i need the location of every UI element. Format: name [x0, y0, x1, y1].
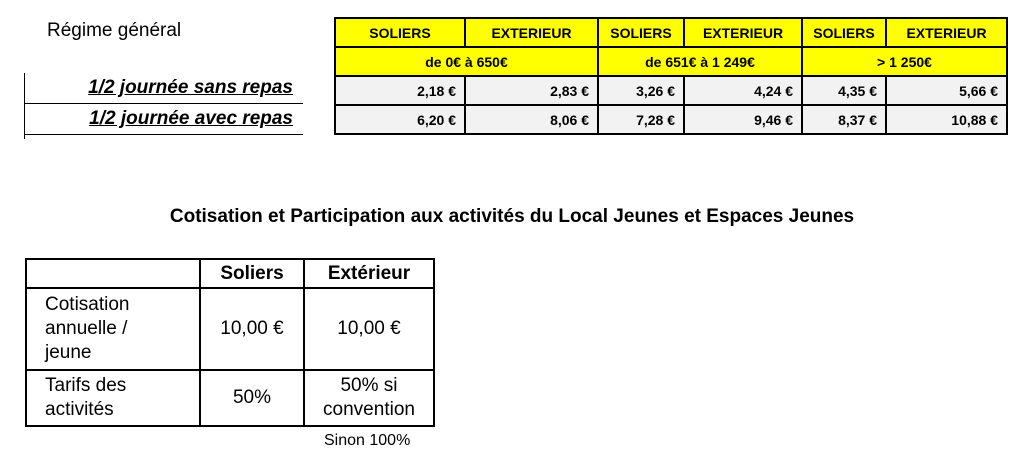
table-cell: 8,37 €	[802, 105, 886, 134]
header-soliers-2: SOLIERS	[598, 18, 684, 47]
row-label-tarifs	[26, 370, 200, 426]
text-line: annuelle /	[45, 318, 128, 339]
row-labels-border	[24, 73, 25, 139]
table-cell: 4,35 €	[802, 76, 886, 105]
table-cell: 7,28 €	[598, 105, 684, 134]
table-cell: 4,24 €	[684, 76, 802, 105]
table-cell: 8,06 €	[465, 105, 598, 134]
header-exterieur: Extérieur	[304, 259, 434, 288]
bracket-1: de 0€ à 650€	[335, 47, 598, 76]
tarif-table	[334, 17, 1008, 135]
table-cell: 5,66 €	[886, 76, 1007, 105]
cotisation-header-row	[26, 259, 434, 288]
header-soliers-1: SOLIERS	[335, 18, 465, 47]
text-line: jeune	[45, 342, 92, 363]
section-title: Cotisation et Participation aux activités du Local Jeunes et Espaces Jeunes	[169, 206, 855, 227]
table-cell: 3,26 €	[598, 76, 684, 105]
table-cell: 6,20 €	[335, 105, 465, 134]
text-line: activités	[45, 399, 114, 420]
tarifs-soliers: 50%	[200, 370, 304, 426]
row-label-avec-repas: 1/2 journée avec repas	[24, 104, 303, 135]
header-exterieur-3: EXTERIEUR	[886, 18, 1007, 47]
tarifs-exterieur	[304, 370, 434, 426]
header-empty	[26, 259, 200, 288]
header-exterieur-2: EXTERIEUR	[684, 18, 802, 47]
row-label-cotisation	[26, 288, 200, 370]
tarifs-row	[26, 370, 434, 426]
row-label-sans-repas: 1/2 journée sans repas	[24, 73, 303, 104]
row-labels	[24, 73, 303, 135]
header-exterieur-1: EXTERIEUR	[465, 18, 598, 47]
cotisation-table	[25, 258, 435, 427]
bracket-2: de 651€ à 1 249€	[598, 47, 802, 76]
tarif-row-avec-repas	[335, 105, 1007, 134]
header-soliers: Soliers	[200, 259, 304, 288]
text-line: Cotisation	[45, 294, 130, 315]
text-line: Tarifs des	[45, 375, 127, 396]
tarif-bracket-row	[335, 47, 1007, 76]
footnote: Sinon 100%	[324, 432, 411, 449]
tarif-row-sans-repas	[335, 76, 1007, 105]
cotisation-soliers: 10,00 €	[200, 288, 304, 370]
bracket-3: > 1 250€	[802, 47, 1007, 76]
tarif-header-row	[335, 18, 1007, 47]
table-cell: 2,83 €	[465, 76, 598, 105]
text-line: convention	[323, 399, 415, 420]
table-cell: 2,18 €	[335, 76, 465, 105]
table-cell: 9,46 €	[684, 105, 802, 134]
header-soliers-3: SOLIERS	[802, 18, 886, 47]
text-line: 50% si	[340, 375, 398, 396]
table-cell: 10,88 €	[886, 105, 1007, 134]
cotisation-exterieur	[304, 288, 434, 370]
text-line: 10,00 €	[337, 318, 401, 339]
cotisation-row	[26, 288, 434, 370]
regime-label: Régime général	[47, 20, 182, 41]
